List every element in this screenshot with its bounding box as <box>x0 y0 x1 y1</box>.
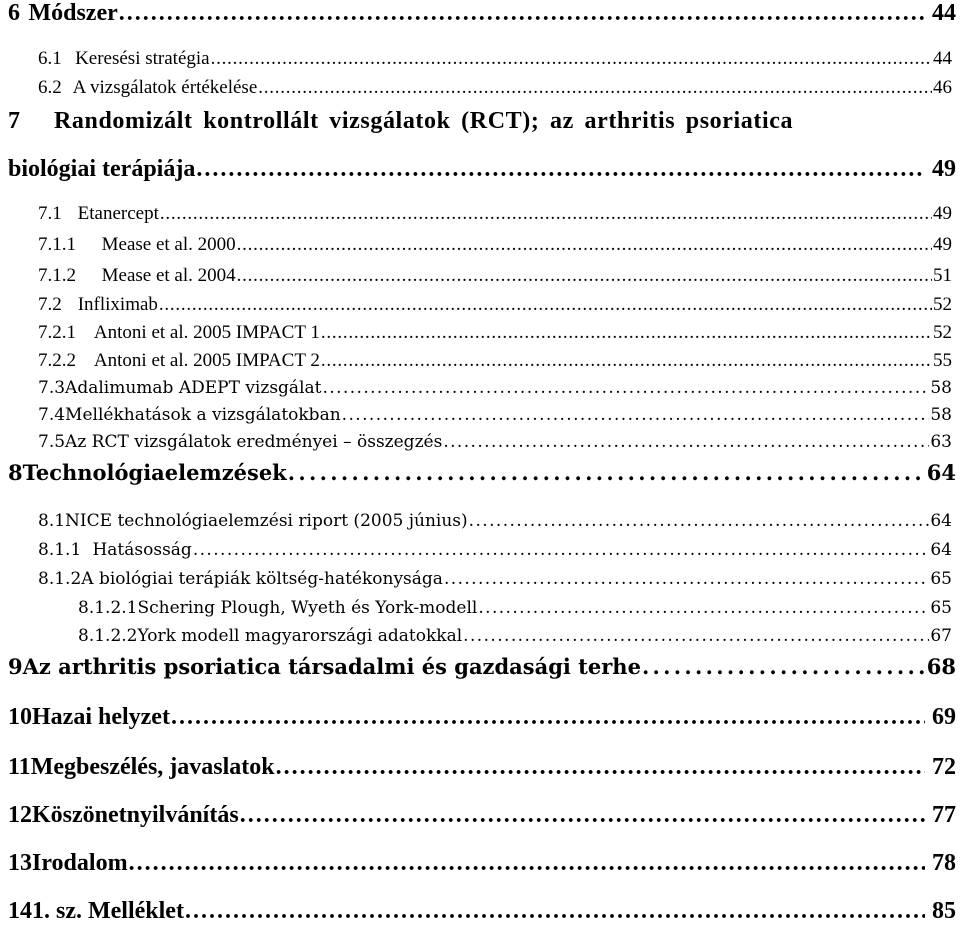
toc-number: 7.2.1 <box>38 322 76 343</box>
toc-number: 7.3 <box>38 378 66 398</box>
toc-entry-7-1-1[interactable] <box>38 234 952 256</box>
toc-leader <box>463 626 929 646</box>
toc-leader <box>321 350 932 372</box>
toc-page: 68 <box>926 654 956 679</box>
toc-leader <box>258 77 932 99</box>
toc-entry-6[interactable] <box>0 0 956 27</box>
toc-page: 64 <box>930 511 952 531</box>
toc-entry-8-1[interactable] <box>38 511 952 531</box>
toc-entry-7-4[interactable] <box>38 405 952 425</box>
toc-number: 12 <box>8 802 32 828</box>
toc-leader <box>211 48 932 70</box>
toc-entry-12[interactable] <box>0 802 956 829</box>
toc-number: 7.4 <box>38 405 66 425</box>
toc-leader <box>193 540 930 560</box>
toc-page: 65 <box>930 598 952 618</box>
toc-page: 44 <box>932 0 956 26</box>
toc-title: York modell magyarországi adatokkal <box>137 626 463 646</box>
toc-leader <box>321 322 932 344</box>
toc-title: Köszönetnyilvánítás <box>32 802 239 828</box>
toc-page: 49 <box>933 234 952 255</box>
toc-leader <box>478 598 929 618</box>
toc-page: 63 <box>930 432 952 452</box>
toc-leader <box>129 850 925 877</box>
toc-entry-8-1-1[interactable] <box>38 540 952 560</box>
toc-entry-8-1-2-1[interactable] <box>78 598 952 618</box>
toc-entry-7-5[interactable] <box>38 432 952 452</box>
toc-page: 72 <box>932 754 956 780</box>
toc-title: Antoni et al. 2005 IMPACT 1 <box>93 322 320 343</box>
toc-leader <box>469 511 930 531</box>
toc-title: Módszer <box>28 0 118 26</box>
toc-number: 8 <box>8 460 23 485</box>
toc-title: A biológiai terápiák költség-hatékonysága <box>81 569 443 589</box>
toc-number: 6 <box>8 0 20 26</box>
toc-entry-6-2[interactable] <box>38 77 952 99</box>
toc-page: 49 <box>932 156 956 182</box>
toc-leader <box>185 898 925 925</box>
toc-number: 7.1.1 <box>38 234 76 255</box>
toc-page: 64 <box>926 460 956 485</box>
toc-page: 44 <box>933 48 952 69</box>
toc-entry-7-1[interactable] <box>38 203 952 225</box>
toc-entry-8-1-2[interactable] <box>38 569 952 589</box>
toc-title: Az arthritis psoriatica társadalmi és gazdasági terhe <box>22 654 641 679</box>
toc-leader <box>237 234 932 256</box>
toc-number: 7.1.2 <box>38 265 76 286</box>
toc-leader <box>322 378 929 398</box>
toc-entry-7-2-1[interactable] <box>38 322 952 344</box>
toc-leader <box>240 802 925 829</box>
toc-title: Az RCT vizsgálatok eredményei – összegzés <box>65 432 443 452</box>
toc-number: 8.1.2.1 <box>78 598 138 618</box>
toc-title: Antoni et al. 2005 IMPACT 2 <box>93 350 320 371</box>
toc-leader <box>642 654 925 679</box>
toc-leader <box>171 704 925 731</box>
toc-number: 7.2 <box>38 294 62 315</box>
toc-number: 14 <box>8 898 32 924</box>
toc-number: 13 <box>8 850 32 876</box>
toc-title: Randomizált kontrollált vizsgálatok (RCT); az arthritis psoriatica <box>54 108 794 134</box>
toc-page: 49 <box>933 203 952 224</box>
toc-leader <box>288 460 925 485</box>
toc-page: 67 <box>930 626 952 646</box>
toc-page: 69 <box>932 704 956 730</box>
toc-entry-7-2-2[interactable] <box>38 350 952 372</box>
toc-number: 9 <box>8 654 23 679</box>
toc-leader <box>444 569 929 589</box>
toc-title: Adalimumab ADEPT vizsgálat <box>65 378 322 398</box>
toc-number: 7 <box>8 108 20 134</box>
toc-page: 46 <box>933 77 952 98</box>
toc-page: 85 <box>932 898 956 924</box>
toc-entry-10[interactable] <box>0 704 956 731</box>
toc-page: 64 <box>930 540 952 560</box>
toc-number: 6.1 <box>38 48 62 69</box>
toc-title: Mease et al. 2000 <box>101 234 236 255</box>
toc-page: 58 <box>930 405 952 425</box>
toc-entry-7-3[interactable] <box>38 378 952 398</box>
toc-entry-8[interactable] <box>0 460 956 485</box>
toc-leader <box>119 0 925 27</box>
toc-page: 51 <box>933 265 952 286</box>
toc-number: 10 <box>8 704 32 730</box>
toc-title: NICE technológiaelemzési riport (2005 június) <box>65 511 468 531</box>
toc-leader <box>160 203 932 225</box>
toc-page: 77 <box>932 802 956 828</box>
toc-leader <box>159 294 932 316</box>
toc-entry-11[interactable] <box>0 754 956 781</box>
toc-title: Hazai helyzet <box>32 704 170 730</box>
toc-page: 55 <box>933 350 952 371</box>
toc-number: 8.1.1 <box>38 540 82 560</box>
toc-title: 1. sz. Melléklet <box>32 898 184 924</box>
toc-title: Schering Plough, Wyeth és York-modell <box>137 598 478 618</box>
toc-entry-13[interactable] <box>0 850 956 877</box>
toc-number: 8.1.2.2 <box>78 626 138 646</box>
toc-number: 7.1 <box>38 203 62 224</box>
toc-title: Infliximab <box>77 294 158 315</box>
toc-page: 58 <box>930 378 952 398</box>
toc-number: 11 <box>8 754 31 780</box>
toc-title: Megbeszélés, javaslatok <box>30 754 275 780</box>
toc-leader <box>237 265 932 287</box>
toc-title: Keresési stratégia <box>75 48 210 69</box>
toc-leader <box>443 432 929 452</box>
toc-title: biológiai terápiája <box>8 156 196 182</box>
toc-page: 52 <box>933 322 952 343</box>
toc-entry-7-continuation[interactable] <box>8 156 956 183</box>
toc-title: Hatásosság <box>92 540 192 560</box>
toc-entry-8-1-2-2[interactable] <box>78 626 952 646</box>
toc-entry-6-1[interactable] <box>38 48 952 70</box>
toc-number: 7.2.2 <box>38 350 76 371</box>
toc-leader <box>196 156 925 183</box>
toc-title: Irodalom <box>32 850 128 876</box>
toc-title: Technológiaelemzések <box>22 460 287 485</box>
toc-number: 8.1.2 <box>38 569 82 589</box>
toc-title: Mellékhatások a vizsgálatokban <box>65 405 341 425</box>
toc-entry-7[interactable] <box>0 108 956 135</box>
toc-page: 65 <box>930 569 952 589</box>
toc-entry-7-2[interactable] <box>38 294 952 316</box>
toc-title: Mease et al. 2004 <box>101 265 236 286</box>
toc-number: 7.5 <box>38 432 66 452</box>
toc-entry-9[interactable] <box>0 654 956 679</box>
toc-number: 8.1 <box>38 511 66 531</box>
toc-leader <box>342 405 930 425</box>
toc-entry-14[interactable] <box>0 898 956 925</box>
toc-title: Etanercept <box>77 203 159 224</box>
toc-page: 78 <box>932 850 956 876</box>
toc-page: 52 <box>933 294 952 315</box>
toc-leader <box>276 754 925 781</box>
toc-number: 6.2 <box>38 77 62 98</box>
toc-title: A vizsgálatok értékelése <box>72 77 258 98</box>
toc-entry-7-1-2[interactable] <box>38 265 952 287</box>
